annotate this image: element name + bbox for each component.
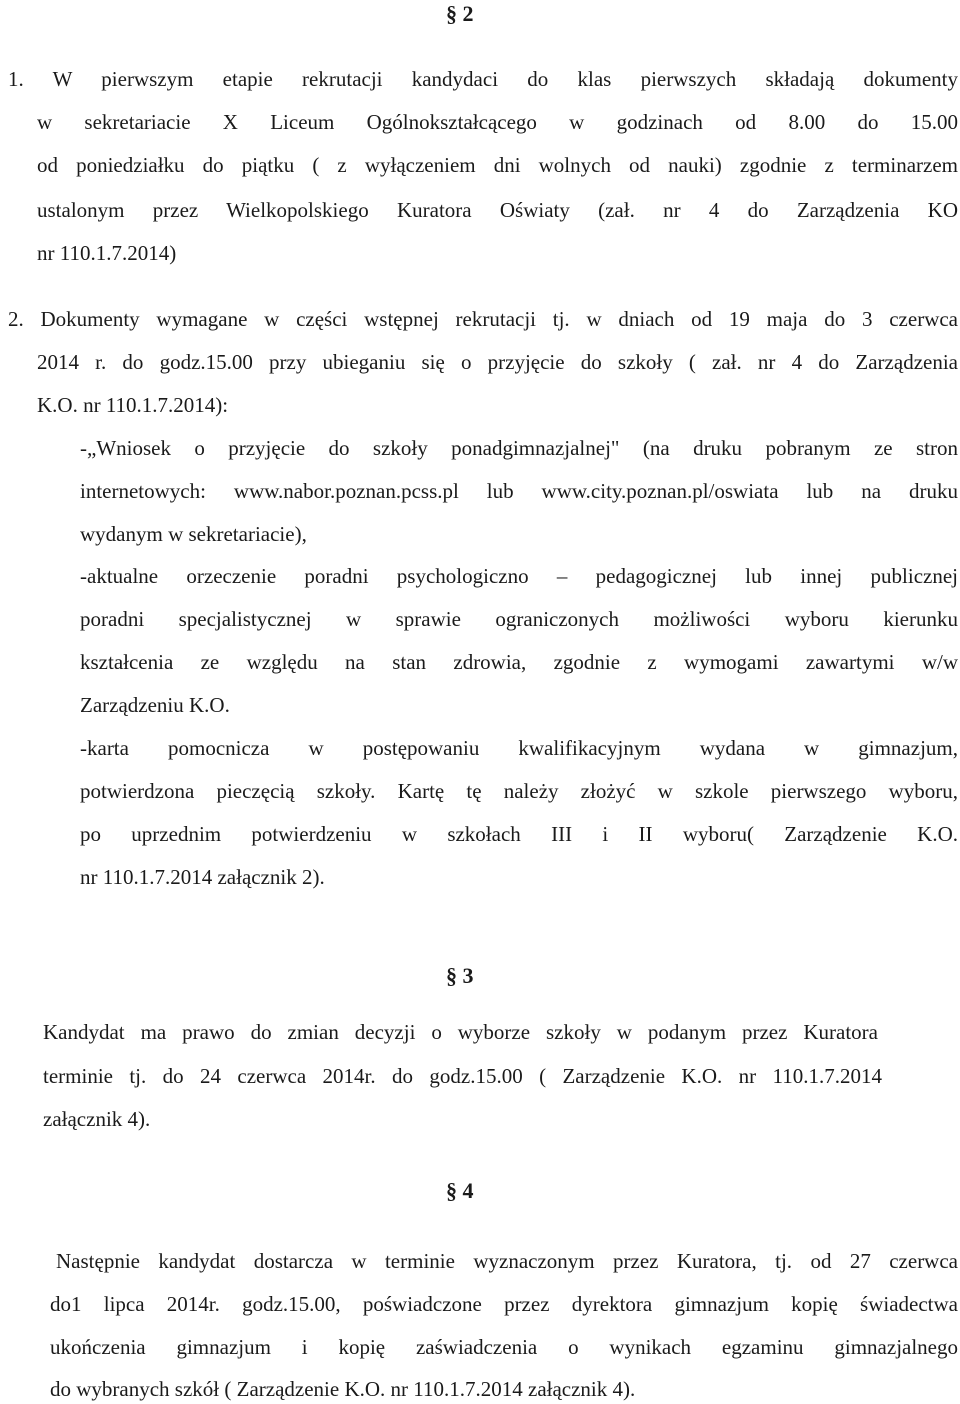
list-item-line: internetowych: www.nabor.poznan.pcss.pl lub www.city.poznan.pl/oswiata lub na druku [80, 479, 958, 503]
paragraph-line: 1. W pierwszym etapie rekrutacji kandydaci do klas pierwszych składają dokumenty [8, 67, 958, 91]
paragraph-line: załącznik 4). [43, 1107, 151, 1131]
paragraph-line: ukończenia gimnazjum i kopię zaświadczenia o wynikach egzaminu gimnazjalnego [50, 1335, 958, 1359]
section-heading-2: § 2 [446, 1, 474, 26]
list-item-line: Zarządzeniu K.O. [80, 693, 230, 717]
list-item-line: -aktualne orzeczenie poradni psychologiczno – pedagogicznej lub innej publicznej [80, 564, 958, 588]
list-item-line: po uprzednim potwierdzeniu w szkołach III i II wyboru( Zarządzenie K.O. [80, 822, 958, 846]
section-heading-4: § 4 [446, 1178, 474, 1203]
paragraph-line: od poniedziałku do piątku ( z wyłączeniem dni wolnych od nauki) zgodnie z terminarzem [37, 153, 958, 177]
paragraph-line: 2. Dokumenty wymagane w części wstępnej rekrutacji tj. w dniach od 19 maja do 3 czerwca [8, 307, 958, 331]
paragraph-line: 2014 r. do godz.15.00 przy ubieganiu się o przyjęcie do szkoły ( zał. nr 4 do Zarządzenia [37, 350, 958, 374]
paragraph-line: Kandydat ma prawo do zmian decyzji o wyborze szkoły w podanym przez Kuratora [43, 1020, 878, 1044]
paragraph-line: Następnie kandydat dostarcza w terminie wyznaczonym przez Kuratora, tj. od 27 czerwca [56, 1249, 958, 1273]
list-item-line: nr 110.1.7.2014 załącznik 2). [80, 865, 325, 889]
paragraph-line: K.O. nr 110.1.7.2014): [37, 393, 229, 417]
list-item-line: -„Wniosek o przyjęcie do szkoły ponadgimnazjalnej" (na druku pobranym ze stron [80, 436, 958, 460]
list-item-line: wydanym w sekretariacie), [80, 522, 307, 546]
list-item-line: potwierdzona pieczęcią szkoły. Kartę tę należy złożyć w szkole pierwszego wyboru, [80, 779, 958, 803]
paragraph-line: ustalonym przez Wielkopolskiego Kuratora Oświaty (zał. nr 4 do Zarządzenia KO [37, 198, 958, 222]
list-item-line: poradni specjalistycznej w sprawie ograniczonych możliwości wyboru kierunku [80, 607, 958, 631]
list-item-line: kształcenia ze względu na stan zdrowia, zgodnie z wymogami zawartymi w/w [80, 650, 958, 674]
paragraph-line: terminie tj. do 24 czerwca 2014r. do godz.15.00 ( Zarządzenie K.O. nr 110.1.7.2014 [43, 1064, 882, 1088]
paragraph-line: do wybranych szkół ( Zarządzenie K.O. nr 110.1.7.2014 załącznik 4). [50, 1377, 636, 1401]
paragraph-line: w sekretariacie X Liceum Ogólnokształcącego w godzinach od 8.00 do 15.00 [37, 110, 958, 134]
paragraph-line: do1 lipca 2014r. godz.15.00, poświadczone przez dyrektora gimnazjum kopię świadectwa [50, 1292, 958, 1316]
paragraph-line: nr 110.1.7.2014) [37, 241, 177, 265]
list-item-line: -karta pomocnicza w postępowaniu kwalifikacyjnym wydana w gimnazjum, [80, 736, 958, 760]
section-heading-3: § 3 [446, 963, 474, 988]
